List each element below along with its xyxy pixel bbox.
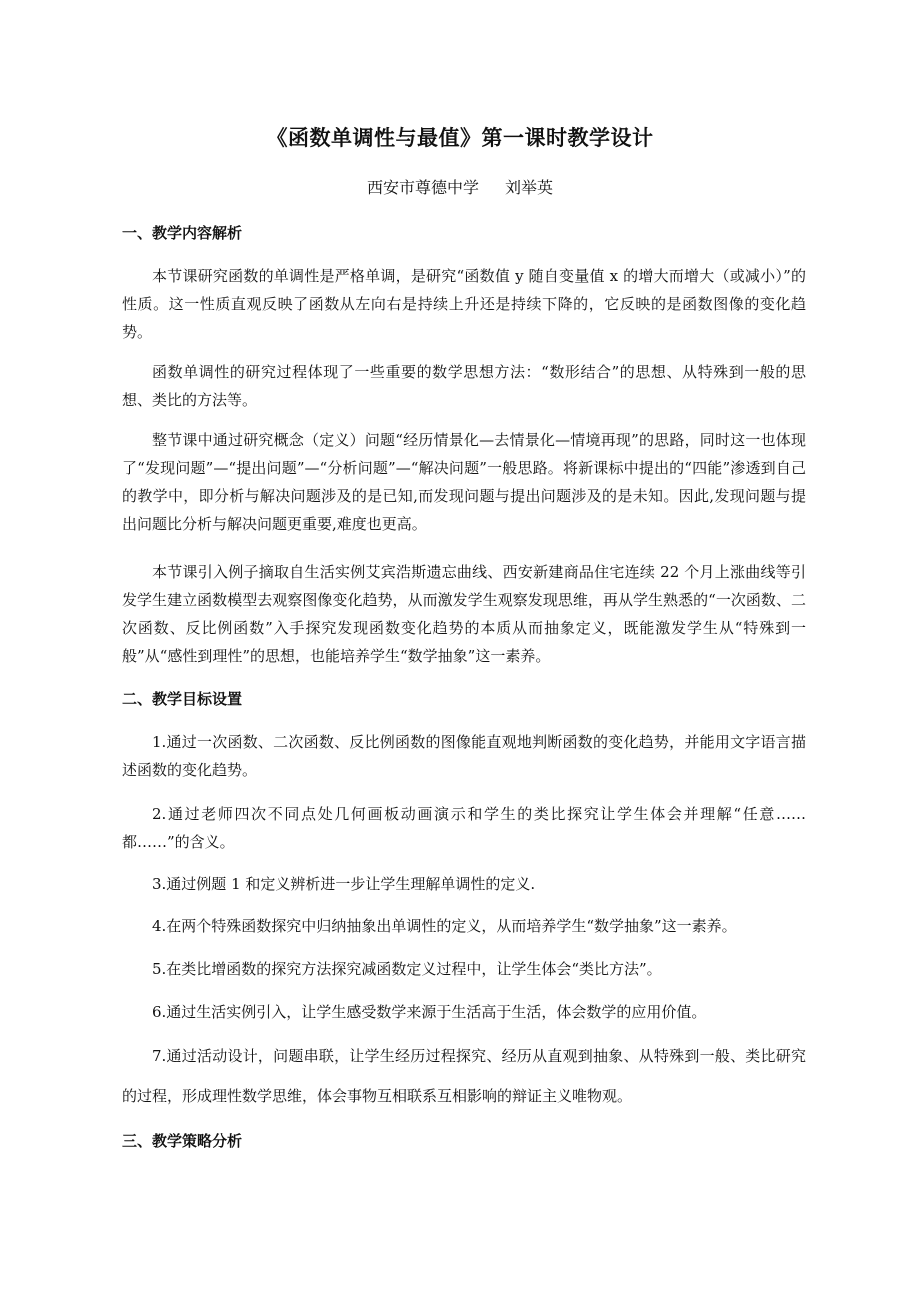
content-analysis-paragraph-3: 整节课中通过研究概念（定义）问题“经历情景化—去情景化—情境再现”的思路，同时这一也体现了“发现问题”—“提出问题”—“分析问题”—“解决问题”一般思路。将新课标中提出的“四能”渗透到自己的教学中，即分析与解决问题涉及的是已知,而发现问题与提出问题涉及的是未知。因此,发现问题与提出问题比分析与解决问题更重要,难度也更高。	[122, 431, 806, 533]
teaching-goal-2: 2.通过老师四次不同点处几何画板动画演示和学生的类比探究让学生体会并理解“任意……都……”的含义。	[122, 805, 806, 851]
teaching-goal-5: 5.在类比增函数的探究方法探究减函数定义过程中，让学生体会“类比方法”。	[152, 960, 662, 978]
section-heading-teaching-strategy: 三、教学策略分析	[122, 1132, 243, 1150]
author-name: 刘举英	[505, 178, 554, 197]
teaching-goal-3: 3.通过例题 1 和定义辨析进一步让学生理解单调性的定义.	[152, 875, 536, 893]
school-name: 西安市尊德中学	[366, 178, 479, 197]
content-analysis-paragraph-4: 本节课引入例子摘取自生活实例艾宾浩斯遗忘曲线、西安新建商品住宅连续 22 个月上涨曲线等引发学生建立函数模型去观察图像变化趋势，从而激发学生观察发现思维，再从学生熟悉的“一次函数、二次函数、反比例函数”入手探究发现函数变化趋势的本质从而抽象定义，既能激发学生从“特殊到一般”从“感性到理性”的思想，也能培养学生“数学抽象”这一素养。	[122, 563, 806, 665]
section-heading-teaching-goals: 二、教学目标设置	[122, 690, 243, 708]
section-heading-content-analysis: 一、教学内容解析	[122, 224, 243, 242]
content-analysis-paragraph-2: 函数单调性的研究过程体现了一些重要的数学思想方法：“数形结合”的思想、从特殊到一般的思想、类比的方法等。	[122, 363, 806, 409]
teaching-goal-1: 1.通过一次函数、二次函数、反比例函数的图像能直观地判断函数的变化趋势，并能用文字语言描述函数的变化趋势。	[122, 733, 806, 779]
teaching-goal-4: 4.在两个特殊函数探究中归纳抽象出单调性的定义，从而培养学生“数学抽象”这一素养。	[152, 917, 737, 935]
teaching-goal-7: 7.通过活动设计，问题串联，让学生经历过程探究、经历从直观到抽象、从特殊到一般、类比研究的过程，形成理性数学思维，体会事物互相联系互相影响的辩证主义唯物观。	[122, 1047, 806, 1105]
content-analysis-paragraph-1: 本节课研究函数的单调性是严格单调，是研究“函数值 y 随自变量值 x 的增大而增大（或减小）”的性质。这一性质直观反映了函数从左向右是持续上升还是持续下降的，它反映的是函数图像的变化趋势。	[122, 267, 806, 341]
author-line	[0, 176, 920, 200]
document-title: 《函数单调性与最值》第一课时教学设计	[266, 125, 654, 150]
teaching-goal-6: 6.通过生活实例引入，让学生感受数学来源于生活高于生活，体会数学的应用价值。	[152, 1003, 707, 1021]
